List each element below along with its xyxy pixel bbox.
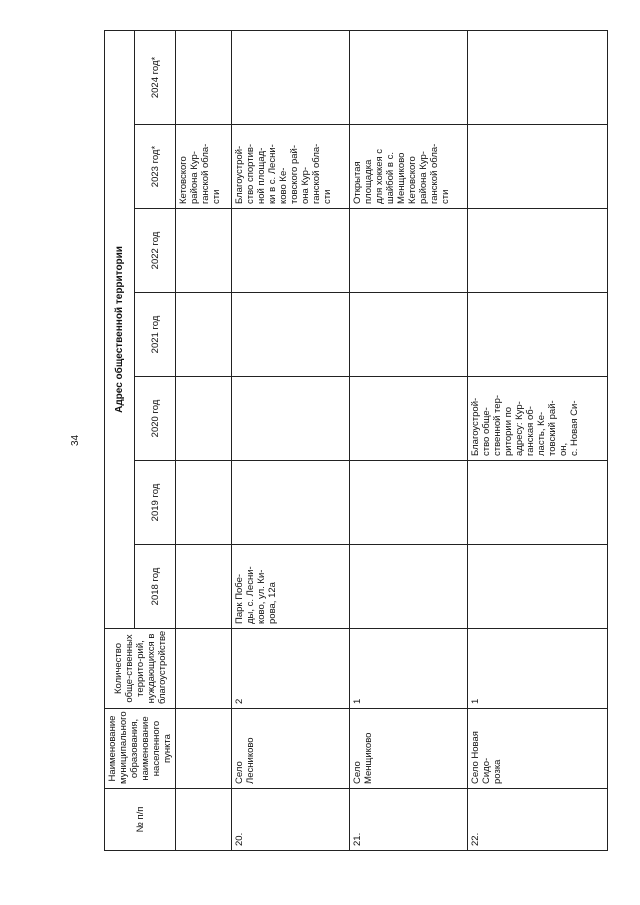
row-cell — [350, 377, 468, 461]
row-num: 20. — [232, 789, 350, 851]
row-cell — [176, 30, 232, 124]
row-cell — [176, 461, 232, 545]
table-row — [350, 30, 468, 850]
row-cell: Благоустрой- ство спортив- ной площад- ки в с. Лесни- ково Ке- товского рай- она Кур- ганской обла- сти — [232, 125, 350, 209]
row-cell — [350, 30, 468, 124]
row-count: 2 — [232, 629, 350, 709]
header-year: 2020 год — [135, 377, 176, 461]
row-cell — [468, 461, 608, 545]
row-cell — [468, 125, 608, 209]
header-count: Количество обще-ственных террито-рий, нуждающихся в благоустройстве — [105, 629, 176, 709]
table-row — [176, 30, 232, 850]
row-cell — [468, 293, 608, 377]
header-year: 2024 год* — [135, 30, 176, 124]
row-cell — [176, 209, 232, 293]
row-cell — [176, 293, 232, 377]
header-year: 2018 год — [135, 545, 176, 629]
row-num — [176, 789, 232, 851]
header-year: 2023 год* — [135, 125, 176, 209]
row-cell — [232, 377, 350, 461]
row-cell — [176, 377, 232, 461]
header-num: № п/п — [105, 789, 176, 851]
row-count: 1 — [468, 629, 608, 709]
row-cell — [232, 461, 350, 545]
row-cell: Благоустрой- ство обще- ственной тер- ритории по адресу: Кур- ганская об- ласть, Ке- товский рай- он, с. Новая Си- — [468, 377, 608, 461]
row-cell: Открытая площадка для хоккея с шайбой в с. Менщиково Кетовского района Кур- ганской обла- сти — [350, 125, 468, 209]
header-address-group: Адрес общественной территории — [105, 30, 135, 628]
address-table-wrapper — [104, 31, 602, 851]
row-num: 22. — [468, 789, 608, 851]
row-cell — [350, 461, 468, 545]
row-cell — [350, 209, 468, 293]
header-year: 2019 год — [135, 461, 176, 545]
row-name: Село Новая Сидо- розка — [468, 709, 608, 789]
row-cell — [350, 293, 468, 377]
row-cell — [468, 545, 608, 629]
header-name: Наименование муниципального образования, наименование населенного пункта — [105, 709, 176, 789]
row-cell — [468, 209, 608, 293]
row-name: Село Лесниково — [232, 709, 350, 789]
page-number: 34 — [70, 434, 81, 446]
row-cell — [468, 30, 608, 124]
table-row — [232, 30, 350, 850]
header-year: 2022 год — [135, 209, 176, 293]
row-cell — [232, 209, 350, 293]
row-name — [176, 709, 232, 789]
row-cell — [232, 30, 350, 124]
header-year: 2021 год — [135, 293, 176, 377]
row-cell: Кетовского района Кур- ганской обла- сти — [176, 125, 232, 209]
row-cell — [232, 293, 350, 377]
address-table — [104, 30, 608, 851]
row-count — [176, 629, 232, 709]
row-cell — [350, 545, 468, 629]
table-row — [468, 30, 608, 850]
row-count: 1 — [350, 629, 468, 709]
row-cell — [176, 545, 232, 629]
row-num: 21. — [350, 789, 468, 851]
row-cell: Парк Побе- ды, с. Лесни- ково, ул. Ки- рова, 12а — [232, 545, 350, 629]
row-name: Село Менщиково — [350, 709, 468, 789]
